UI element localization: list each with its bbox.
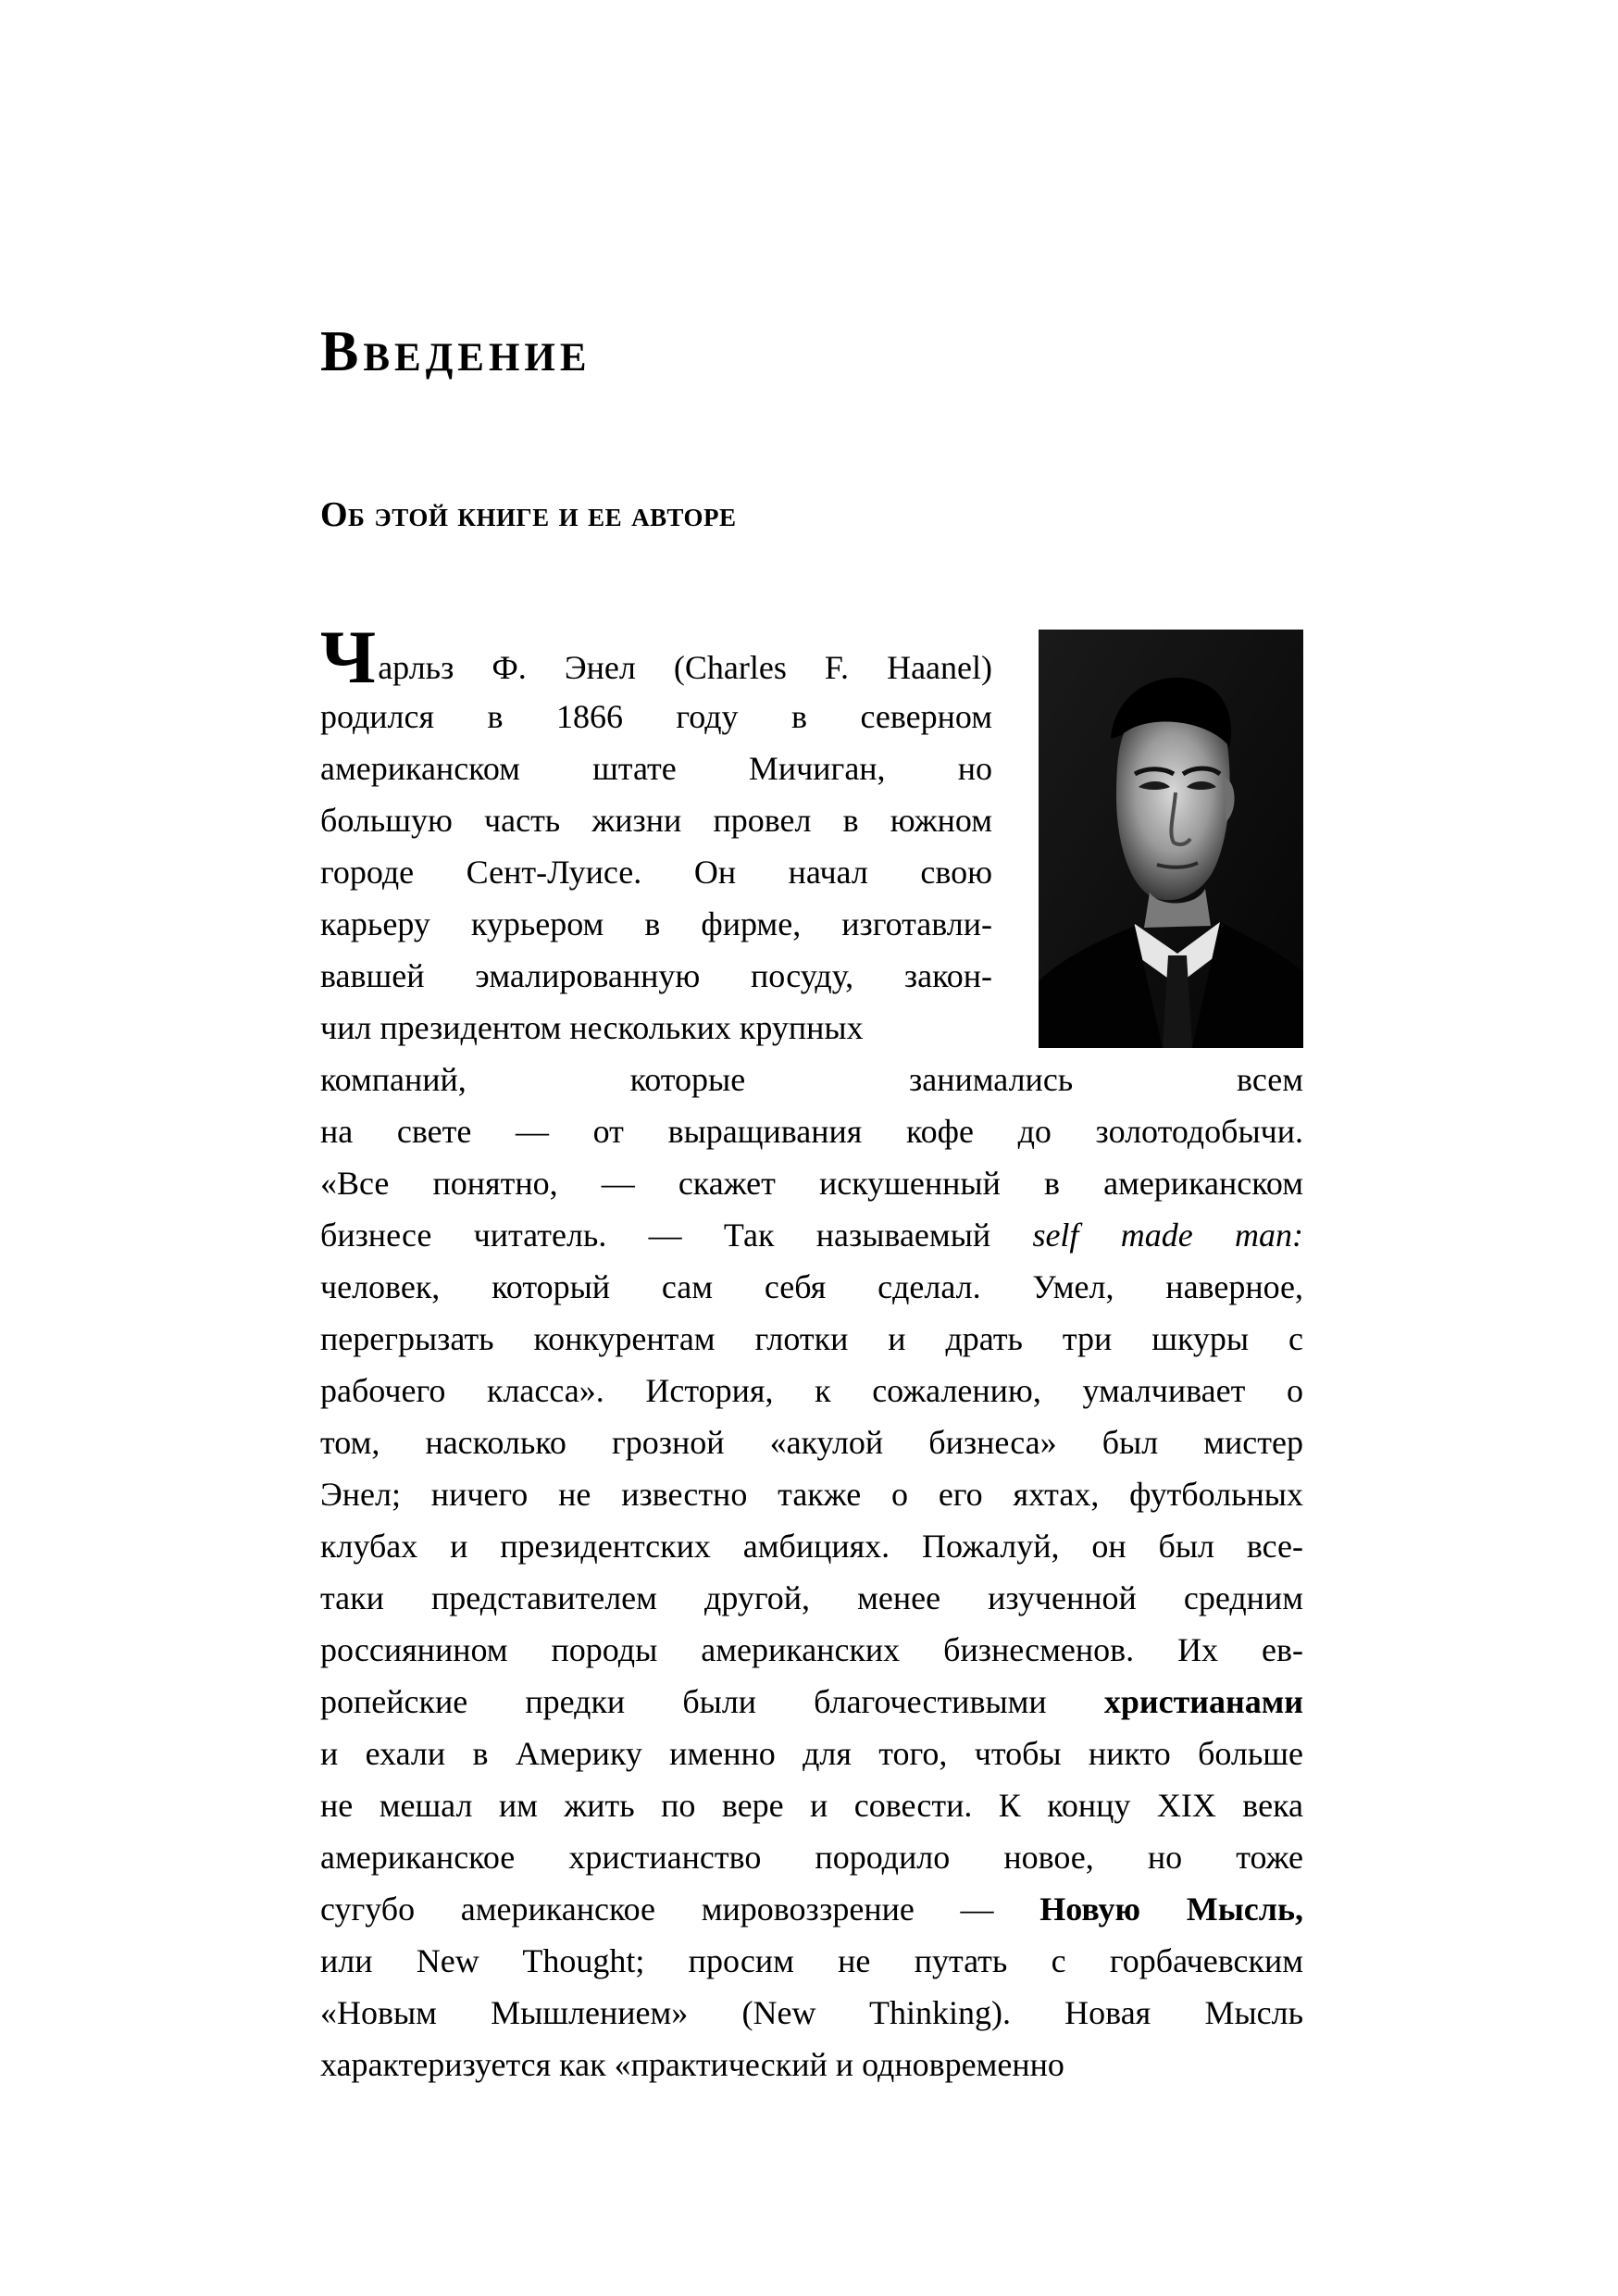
italic-phrase: self made man:	[1032, 1217, 1303, 1254]
text-line: том, насколько грозной «акулой бизнеса» был мистер	[320, 1424, 1303, 1461]
text-line: на свете — от выращивания кофе до золотодобычи.	[320, 1113, 1303, 1150]
text-line: «Новым Мышлением» (New Thinking). Новая Мысль	[320, 1994, 1303, 2031]
text-line: вавшей эмалированную посуду, закон-	[320, 957, 992, 994]
text-line: бизнесе читатель. — Так называемый self made man:	[320, 1217, 1303, 1254]
text-line: родился в 1866 году в северном	[320, 698, 992, 735]
text-line: сугубо американское мировоззрение — Новую Мысль,	[320, 1890, 1304, 1928]
text-line: или New Thought; просим не путать с горбачевским	[320, 1942, 1303, 1979]
text-line: карьеру курьером в фирме, изготавли-	[320, 905, 992, 942]
text-line: городе Сент-Луисе. Он начал свою	[320, 854, 992, 891]
text-line: человек, который сам себя сделал. Умел, наверное,	[320, 1268, 1303, 1305]
text-line: компаний, которые занимались всем	[320, 1061, 1303, 1098]
text-line: Чарльз Ф. Энел (Charles F. Haanel)	[320, 615, 992, 699]
drop-cap: Ч	[320, 615, 377, 699]
text-line: не мешал им жить по вере и совести. К концу XIX века	[320, 1787, 1303, 1824]
text-line: американское христианство породило новое, но тоже	[320, 1839, 1303, 1876]
text-line: таки представителем другой, менее изученной средним	[320, 1579, 1303, 1616]
text-line: американском штате Мичиган, но	[320, 750, 992, 787]
text-line: рабочего класса». История, к сожалению, умалчивает о	[320, 1372, 1303, 1409]
text-line: чил президентом нескольких крупных	[320, 1009, 864, 1046]
text-line: большую часть жизни провел в южном	[320, 802, 992, 839]
text-line: клубах и президентских амбициях. Пожалуй, он был все-	[320, 1528, 1303, 1565]
body-text	[320, 615, 1304, 2090]
text-line: «Все понятно, — скажет искушенный в американском	[320, 1165, 1303, 1202]
bold-phrase: Новую Мысль,	[1039, 1890, 1304, 1928]
text-line: перегрызать конкурентам глотки и драть три шкуры с	[320, 1320, 1303, 1357]
text-line: характеризуется как «практический и одновременно	[320, 2046, 1064, 2083]
text-line: россиянином породы американских бизнесменов. Их ев-	[320, 1631, 1303, 1668]
text-line: ропейские предки были благочестивыми христианами	[320, 1683, 1304, 1720]
text-line: и ехали в Америку именно для того, чтобы никто больше	[320, 1735, 1303, 1772]
chapter-title: Введение	[320, 320, 591, 383]
section-title: Об этой книге и ее авторе	[320, 495, 737, 534]
text-line: Энел; ничего не известно также о его яхтах, футбольных	[320, 1476, 1303, 1513]
bold-phrase: христианами	[1103, 1683, 1304, 1720]
